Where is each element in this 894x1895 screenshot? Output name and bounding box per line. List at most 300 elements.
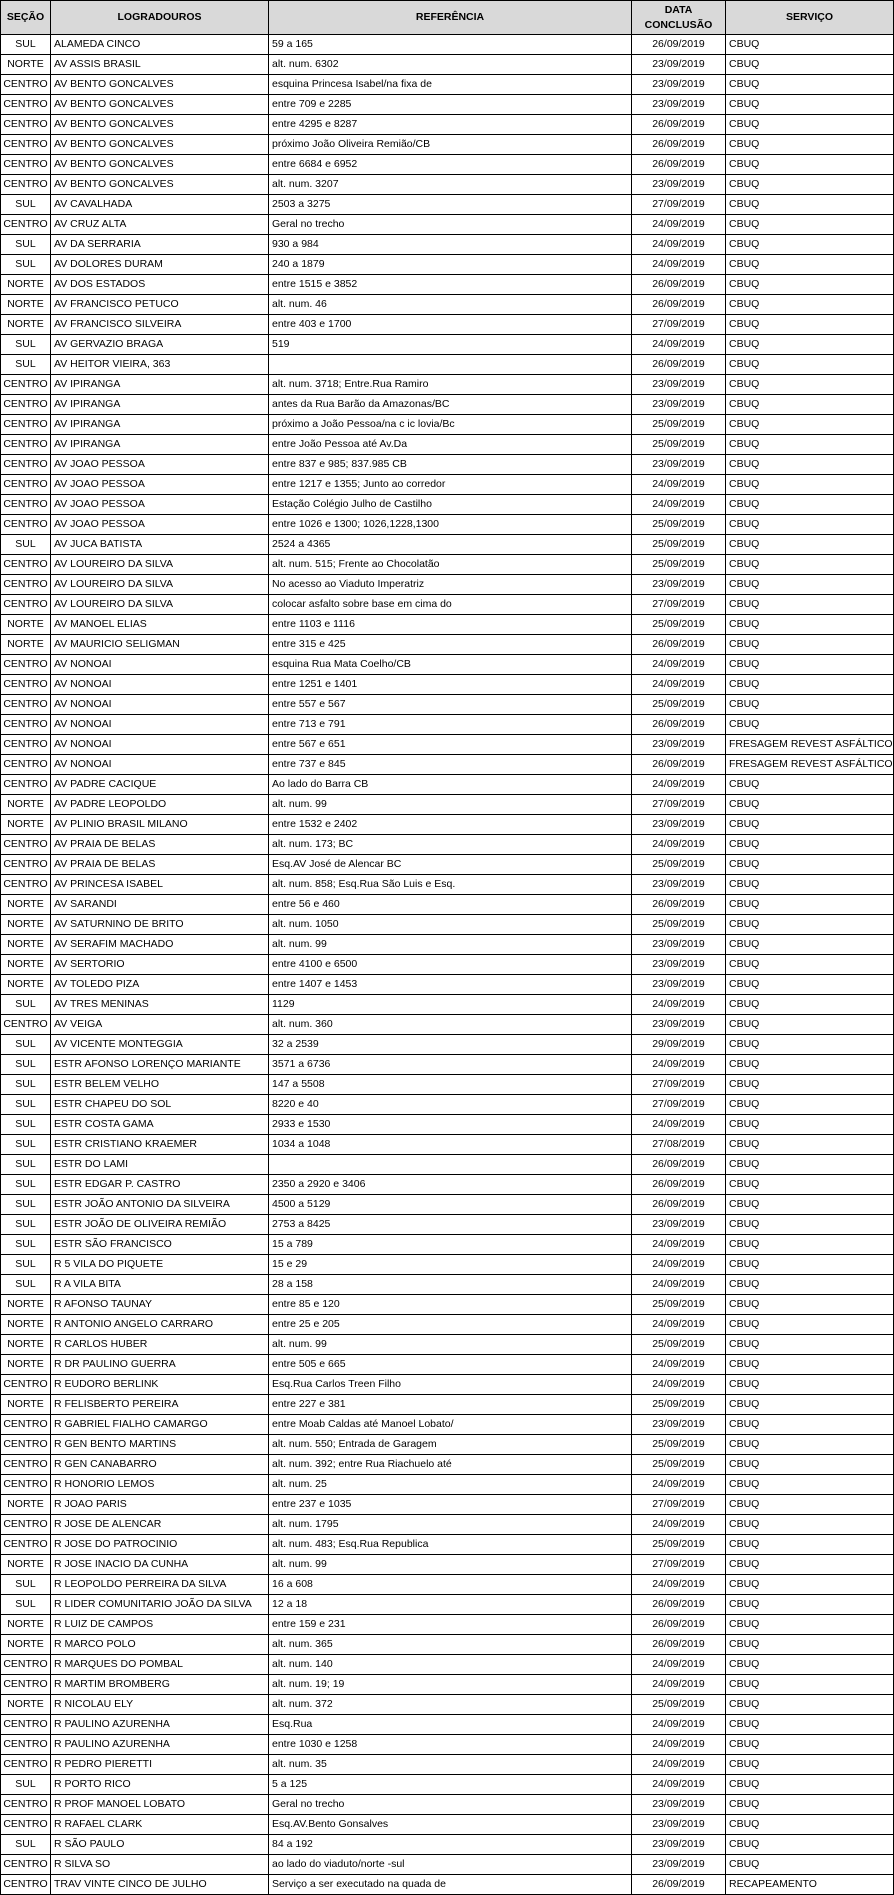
cell-logradouro: R LEOPOLDO PERREIRA DA SILVA [51,1575,269,1595]
cell-data-conclusao: 25/09/2019 [632,1695,726,1715]
cell-referencia: Estação Colégio Julho de Castilho [269,495,632,515]
cell-secao: CENTRO [1,135,51,155]
cell-referencia: alt. num. 25 [269,1475,632,1495]
cell-referencia: Esq.Rua [269,1715,632,1735]
cell-data-conclusao: 25/09/2019 [632,915,726,935]
cell-servico: CBUQ [726,1615,894,1635]
cell-referencia: alt. num. 392; entre Rua Riachuelo até [269,1455,632,1475]
cell-referencia: próximo João Oliveira Remião/CB [269,135,632,155]
cell-logradouro: R JOSE INACIO DA CUNHA [51,1555,269,1575]
cell-servico: CBUQ [726,1675,894,1695]
cell-referencia: 5 a 125 [269,1775,632,1795]
cell-secao: SUL [1,1055,51,1075]
table-row [1,395,894,415]
cell-referencia: entre 709 e 2285 [269,95,632,115]
cell-referencia: entre 567 e 651 [269,735,632,755]
cell-data-conclusao: 27/08/2019 [632,1135,726,1155]
table-row [1,1295,894,1315]
cell-logradouro: R LIDER COMUNITARIO JOÃO DA SILVA [51,1595,269,1615]
cell-data-conclusao: 23/09/2019 [632,815,726,835]
table-row [1,1055,894,1075]
cell-secao: CENTRO [1,675,51,695]
cell-secao: SUL [1,1155,51,1175]
cell-servico: CBUQ [726,795,894,815]
cell-referencia: alt. num. 6302 [269,55,632,75]
cell-data-conclusao: 25/09/2019 [632,855,726,875]
cell-logradouro: AV TRES MENINAS [51,995,269,1015]
cell-servico: CBUQ [726,275,894,295]
cell-servico: CBUQ [726,495,894,515]
cell-servico: CBUQ [726,95,894,115]
cell-logradouro: R HONORIO LEMOS [51,1475,269,1495]
cell-secao: NORTE [1,1315,51,1335]
cell-data-conclusao: 27/09/2019 [632,1075,726,1095]
cell-referencia: entre 1251 e 1401 [269,675,632,695]
table-row [1,155,894,175]
cell-servico: CBUQ [726,1715,894,1735]
cell-referencia: 2524 a 4365 [269,535,632,555]
cell-logradouro: ESTR COSTA GAMA [51,1115,269,1135]
cell-logradouro: AV PRAIA DE BELAS [51,835,269,855]
cell-secao: SUL [1,1115,51,1135]
cell-secao: CENTRO [1,1535,51,1555]
cell-secao: SUL [1,1775,51,1795]
table-row [1,1395,894,1415]
cell-referencia: 16 a 608 [269,1575,632,1595]
cell-servico: CBUQ [726,395,894,415]
cell-data-conclusao: 27/09/2019 [632,1095,726,1115]
cell-data-conclusao: 24/09/2019 [632,1475,726,1495]
cell-logradouro: R SÃO PAULO [51,1835,269,1855]
cell-servico: CBUQ [726,1435,894,1455]
table-row [1,1355,894,1375]
cell-data-conclusao: 26/09/2019 [632,295,726,315]
cell-data-conclusao: 25/09/2019 [632,1335,726,1355]
cell-servico: CBUQ [726,35,894,55]
cell-data-conclusao: 23/09/2019 [632,955,726,975]
cell-referencia: alt. num. 173; BC [269,835,632,855]
cell-referencia: entre 4295 e 8287 [269,115,632,135]
table-row [1,1155,894,1175]
cell-servico: FRESAGEM REVEST ASFÁLTICO [726,735,894,755]
table-row [1,635,894,655]
cell-data-conclusao: 24/09/2019 [632,335,726,355]
cell-data-conclusao: 27/09/2019 [632,595,726,615]
table-row [1,195,894,215]
cell-secao: CENTRO [1,1855,51,1875]
cell-secao: CENTRO [1,1375,51,1395]
cell-servico: CBUQ [726,1855,894,1875]
cell-secao: CENTRO [1,75,51,95]
table-row [1,1815,894,1835]
cell-data-conclusao: 26/09/2019 [632,1175,726,1195]
cell-secao: CENTRO [1,695,51,715]
cell-data-conclusao: 24/09/2019 [632,1575,726,1595]
cell-referencia [269,1155,632,1175]
cell-secao: SUL [1,995,51,1015]
header-logradouros: LOGRADOUROS [51,1,269,35]
table-row [1,1215,894,1235]
cell-referencia: alt. num. 858; Esq.Rua São Luis e Esq. [269,875,632,895]
cell-servico: CBUQ [726,355,894,375]
cell-logradouro: R FELISBERTO PEREIRA [51,1395,269,1415]
cell-data-conclusao: 24/09/2019 [632,215,726,235]
cell-servico: CBUQ [726,335,894,355]
table-row [1,735,894,755]
cell-logradouro: R A VILA BITA [51,1275,269,1295]
cell-servico: CBUQ [726,1155,894,1175]
cell-servico: CBUQ [726,1415,894,1435]
cell-secao: CENTRO [1,595,51,615]
cell-secao: CENTRO [1,1515,51,1535]
cell-secao: CENTRO [1,1715,51,1735]
table-row [1,1075,894,1095]
cell-servico: CBUQ [726,55,894,75]
cell-servico: CBUQ [726,915,894,935]
cell-servico: CBUQ [726,955,894,975]
cell-referencia: entre 56 e 460 [269,895,632,915]
table-row [1,655,894,675]
table-row [1,775,894,795]
cell-referencia: 147 a 5508 [269,1075,632,1095]
cell-servico: CBUQ [726,1835,894,1855]
cell-logradouro: AV SATURNINO DE BRITO [51,915,269,935]
table-row [1,815,894,835]
cell-data-conclusao: 24/09/2019 [632,655,726,675]
cell-logradouro: ESTR CHAPEU DO SOL [51,1095,269,1115]
table-row [1,1455,894,1475]
cell-referencia: alt. num. 35 [269,1755,632,1775]
cell-secao: CENTRO [1,1795,51,1815]
cell-referencia: entre 315 e 425 [269,635,632,655]
header-row [1,1,894,35]
cell-referencia: entre 227 e 381 [269,1395,632,1415]
cell-referencia: entre João Pessoa até Av.Da [269,435,632,455]
cell-data-conclusao: 23/09/2019 [632,1215,726,1235]
cell-referencia: entre Moab Caldas até Manoel Lobato/ [269,1415,632,1435]
cell-servico: CBUQ [726,75,894,95]
cell-secao: SUL [1,1095,51,1115]
cell-logradouro: R GABRIEL FIALHO CAMARGO [51,1415,269,1435]
table-row [1,1195,894,1215]
cell-referencia: entre 4100 e 6500 [269,955,632,975]
cell-secao: CENTRO [1,655,51,675]
cell-referencia: entre 159 e 231 [269,1615,632,1635]
table-row [1,1695,894,1715]
cell-referencia [269,355,632,375]
cell-referencia: entre 1515 e 3852 [269,275,632,295]
cell-secao: CENTRO [1,95,51,115]
cell-data-conclusao: 27/09/2019 [632,315,726,335]
cell-data-conclusao: 23/09/2019 [632,375,726,395]
cell-data-conclusao: 24/09/2019 [632,475,726,495]
cell-data-conclusao: 24/09/2019 [632,1355,726,1375]
cell-data-conclusao: 24/09/2019 [632,1775,726,1795]
cell-referencia: alt. num. 99 [269,1335,632,1355]
cell-referencia: entre 1030 e 1258 [269,1735,632,1755]
table-row [1,995,894,1015]
cell-secao: NORTE [1,1295,51,1315]
cell-referencia: esquina Rua Mata Coelho/CB [269,655,632,675]
table-row [1,955,894,975]
table-row [1,1595,894,1615]
cell-logradouro: R PORTO RICO [51,1775,269,1795]
cell-referencia: alt. num. 3718; Entre.Rua Ramiro [269,375,632,395]
cell-servico: CBUQ [726,855,894,875]
cell-data-conclusao: 23/09/2019 [632,975,726,995]
table-row [1,35,894,55]
cell-secao: NORTE [1,955,51,975]
cell-data-conclusao: 24/09/2019 [632,1315,726,1335]
cell-referencia: 2933 e 1530 [269,1115,632,1135]
cell-data-conclusao: 23/09/2019 [632,75,726,95]
cell-data-conclusao: 24/09/2019 [632,1755,726,1775]
cell-secao: NORTE [1,295,51,315]
cell-logradouro: AV JOAO PESSOA [51,455,269,475]
table-row [1,1775,894,1795]
cell-data-conclusao: 25/09/2019 [632,695,726,715]
cell-servico: CBUQ [726,555,894,575]
cell-servico: CBUQ [726,295,894,315]
cell-servico: CBUQ [726,815,894,835]
cell-secao: CENTRO [1,855,51,875]
cell-servico: CBUQ [726,1295,894,1315]
cell-servico: CBUQ [726,475,894,495]
cell-data-conclusao: 27/09/2019 [632,1555,726,1575]
cell-secao: NORTE [1,915,51,935]
cell-referencia: 240 a 1879 [269,255,632,275]
cell-servico: CBUQ [726,655,894,675]
cell-secao: NORTE [1,315,51,335]
cell-logradouro: R RAFAEL CLARK [51,1815,269,1835]
cell-data-conclusao: 25/09/2019 [632,1395,726,1415]
table-row [1,175,894,195]
cell-servico: CBUQ [726,215,894,235]
cell-logradouro: AV BENTO GONCALVES [51,75,269,95]
cell-logradouro: R PROF MANOEL LOBATO [51,1795,269,1815]
cell-servico: CBUQ [726,835,894,855]
cell-referencia: entre 737 e 845 [269,755,632,775]
cell-logradouro: AV CRUZ ALTA [51,215,269,235]
cell-data-conclusao: 26/09/2019 [632,35,726,55]
cell-secao: SUL [1,1235,51,1255]
table-row [1,1555,894,1575]
cell-servico: CBUQ [726,1195,894,1215]
cell-logradouro: AV IPIRANGA [51,375,269,395]
table-row [1,475,894,495]
cell-data-conclusao: 26/09/2019 [632,1635,726,1655]
cell-logradouro: AV JOAO PESSOA [51,515,269,535]
cell-secao: CENTRO [1,1455,51,1475]
table-row [1,495,894,515]
cell-logradouro: AV PADRE CACIQUE [51,775,269,795]
cell-referencia: entre 237 e 1035 [269,1495,632,1515]
table-row [1,835,894,855]
cell-referencia: 3571 a 6736 [269,1055,632,1075]
cell-referencia: antes da Rua Barão da Amazonas/BC [269,395,632,415]
cell-referencia: 2503 a 3275 [269,195,632,215]
cell-referencia: Ao lado do Barra CB [269,775,632,795]
cell-logradouro: AV LOUREIRO DA SILVA [51,555,269,575]
cell-logradouro: R JOSE DE ALENCAR [51,1515,269,1535]
cell-referencia: 2753 a 8425 [269,1215,632,1235]
cell-servico: CBUQ [726,895,894,915]
table-row [1,795,894,815]
cell-referencia: 4500 a 5129 [269,1195,632,1215]
cell-logradouro: AV BENTO GONCALVES [51,135,269,155]
cell-secao: NORTE [1,815,51,835]
cell-logradouro: AV NONOAI [51,715,269,735]
cell-logradouro: R EUDORO BERLINK [51,1375,269,1395]
cell-logradouro: AV DA SERRARIA [51,235,269,255]
cell-logradouro: R LUIZ DE CAMPOS [51,1615,269,1635]
cell-referencia: Geral no trecho [269,1795,632,1815]
cell-referencia: 930 a 984 [269,235,632,255]
cell-logradouro: ALAMEDA CINCO [51,35,269,55]
cell-data-conclusao: 29/09/2019 [632,1035,726,1055]
cell-data-conclusao: 24/09/2019 [632,995,726,1015]
cell-logradouro: AV LOUREIRO DA SILVA [51,575,269,595]
cell-data-conclusao: 23/09/2019 [632,55,726,75]
cell-secao: CENTRO [1,775,51,795]
table-row [1,755,894,775]
cell-data-conclusao: 24/09/2019 [632,1055,726,1075]
cell-referencia: 15 a 789 [269,1235,632,1255]
cell-referencia: 8220 e 40 [269,1095,632,1115]
cell-servico: CBUQ [726,695,894,715]
table-row [1,1635,894,1655]
table-body [1,35,894,1895]
table-row [1,1035,894,1055]
cell-secao: CENTRO [1,835,51,855]
cell-secao: CENTRO [1,455,51,475]
cell-servico: CBUQ [726,1735,894,1755]
table-row [1,55,894,75]
cell-referencia: 32 a 2539 [269,1035,632,1055]
cell-logradouro: AV BENTO GONCALVES [51,155,269,175]
header-data-line2: CONCLUSÃO [644,18,713,31]
cell-logradouro: AV PRAIA DE BELAS [51,855,269,875]
cell-secao: CENTRO [1,735,51,755]
cell-servico: CBUQ [726,535,894,555]
cell-logradouro: R MARQUES DO POMBAL [51,1655,269,1675]
cell-secao: CENTRO [1,115,51,135]
table-row [1,1615,894,1635]
cell-referencia: entre 1407 e 1453 [269,975,632,995]
cell-secao: CENTRO [1,175,51,195]
table-row [1,415,894,435]
cell-secao: CENTRO [1,495,51,515]
cell-data-conclusao: 23/09/2019 [632,1835,726,1855]
cell-servico: CBUQ [726,675,894,695]
cell-data-conclusao: 24/09/2019 [632,495,726,515]
cell-logradouro: AV SERTORIO [51,955,269,975]
cell-secao: SUL [1,1835,51,1855]
cell-referencia: 84 a 192 [269,1835,632,1855]
cell-logradouro: AV PRINCESA ISABEL [51,875,269,895]
table-row [1,1675,894,1695]
table-row [1,1655,894,1675]
cell-logradouro: AV JOAO PESSOA [51,495,269,515]
cell-logradouro: AV BENTO GONCALVES [51,95,269,115]
cell-servico: CBUQ [726,995,894,1015]
header-data-line1: DATA [664,3,693,16]
cell-secao: SUL [1,35,51,55]
table-row [1,135,894,155]
table-row [1,855,894,875]
cell-logradouro: R CARLOS HUBER [51,1335,269,1355]
cell-servico: CBUQ [726,715,894,735]
cell-data-conclusao: 24/09/2019 [632,1115,726,1135]
cell-logradouro: AV ASSIS BRASIL [51,55,269,75]
cell-secao: NORTE [1,1355,51,1375]
cell-servico: CBUQ [726,575,894,595]
cell-secao: CENTRO [1,555,51,575]
header-secao: SEÇÃO [1,1,51,35]
cell-servico: CBUQ [726,1535,894,1555]
table-row [1,1435,894,1455]
table-row [1,1275,894,1295]
cell-secao: SUL [1,535,51,555]
cell-logradouro: ESTR SÃO FRANCISCO [51,1235,269,1255]
cell-secao: CENTRO [1,1675,51,1695]
cell-servico: CBUQ [726,1375,894,1395]
cell-servico: CBUQ [726,935,894,955]
cell-servico: CBUQ [726,1795,894,1815]
cell-logradouro: R JOAO PARIS [51,1495,269,1515]
table-row [1,1415,894,1435]
table-row [1,975,894,995]
table-row [1,695,894,715]
cell-servico: CBUQ [726,1215,894,1235]
cell-secao: SUL [1,1575,51,1595]
cell-secao: NORTE [1,975,51,995]
cell-secao: NORTE [1,935,51,955]
cell-secao: SUL [1,1595,51,1615]
table-row [1,1875,894,1895]
cell-referencia: alt. num. 99 [269,1555,632,1575]
cell-data-conclusao: 25/09/2019 [632,535,726,555]
cell-secao: SUL [1,1035,51,1055]
cell-referencia: alt. num. 99 [269,935,632,955]
cell-logradouro: AV NONOAI [51,655,269,675]
cell-data-conclusao: 23/09/2019 [632,1795,726,1815]
cell-servico: CBUQ [726,315,894,335]
cell-logradouro: AV NONOAI [51,695,269,715]
cell-referencia: entre 6684 e 6952 [269,155,632,175]
cell-logradouro: AV PADRE LEOPOLDO [51,795,269,815]
cell-data-conclusao: 26/09/2019 [632,1615,726,1635]
cell-secao: CENTRO [1,1815,51,1835]
cell-data-conclusao: 25/09/2019 [632,415,726,435]
cell-logradouro: AV FRANCISCO SILVEIRA [51,315,269,335]
cell-referencia: alt. num. 360 [269,1015,632,1035]
cell-secao: SUL [1,335,51,355]
cell-servico: CBUQ [726,1655,894,1675]
cell-referencia: alt. num. 1795 [269,1515,632,1535]
cell-data-conclusao: 25/09/2019 [632,515,726,535]
cell-servico: CBUQ [726,1135,894,1155]
cell-secao: CENTRO [1,395,51,415]
cell-servico: CBUQ [726,1255,894,1275]
cell-logradouro: AV MANOEL ELIAS [51,615,269,635]
cell-logradouro: R PAULINO AZURENHA [51,1715,269,1735]
cell-logradouro: AV CAVALHADA [51,195,269,215]
header-data-conclusao [632,1,726,35]
cell-secao: CENTRO [1,715,51,735]
header-referencia: REFERÊNCIA [269,1,632,35]
cell-secao: CENTRO [1,515,51,535]
